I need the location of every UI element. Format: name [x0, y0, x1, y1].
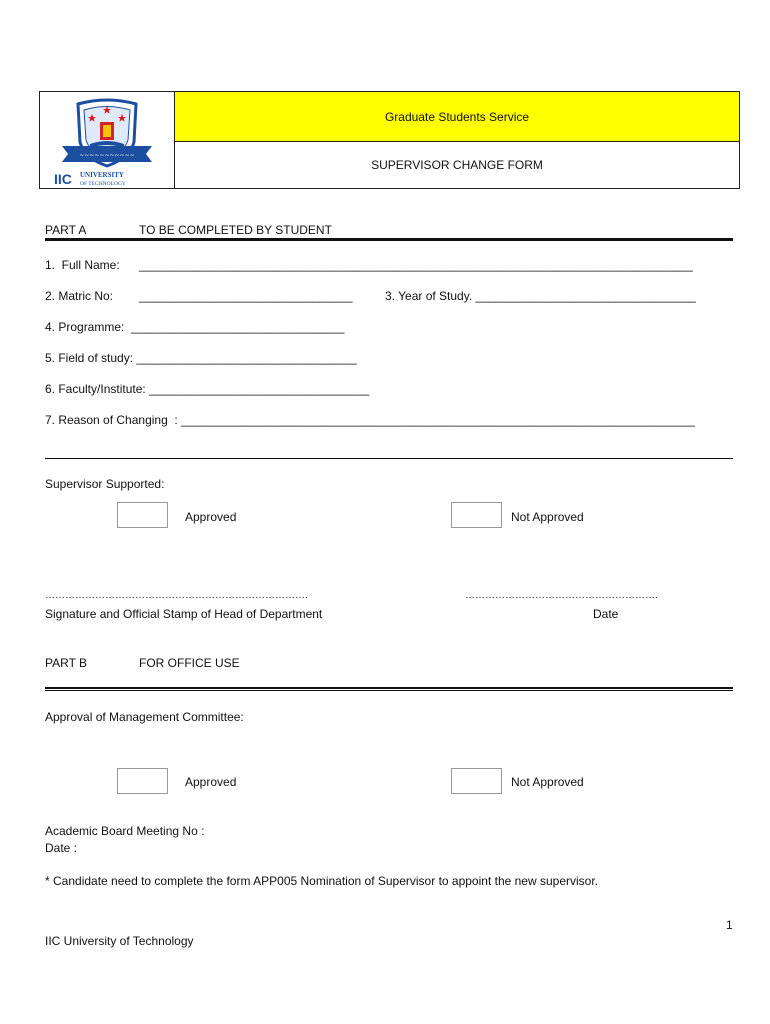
footer-institution: IIC University of Technology	[45, 934, 194, 948]
candidate-note: * Candidate need to complete the form APP005 Nomination of Supervisor to appoint the new supervisor.	[45, 874, 598, 888]
part-b-heading: FOR OFFICE USE	[139, 656, 240, 670]
part-a-rule	[45, 238, 733, 241]
meeting-date-label: Date :	[45, 841, 78, 855]
management-approved-label: Approved	[185, 775, 237, 789]
field-of-study-field[interactable]: 5. Field of study: _________________________________	[45, 351, 357, 365]
section-divider	[45, 458, 733, 459]
matric-no-field[interactable]: ________________________________	[139, 289, 353, 303]
supervisor-not-approved-label: Not Approved	[511, 510, 584, 524]
programme-field[interactable]: 4. Programme: ________________________________	[45, 320, 345, 334]
supervisor-approved-checkbox[interactable]	[117, 502, 168, 528]
full-name-label: 1. Full Name:	[45, 258, 120, 272]
management-not-approved-label: Not Approved	[511, 775, 584, 789]
part-a-label: PART A	[45, 223, 87, 237]
board-meeting-label: Academic Board Meeting No :	[45, 824, 205, 838]
year-of-study-field[interactable]: 3. Year of Study. _________________________________	[385, 289, 696, 303]
management-approved-checkbox[interactable]	[117, 768, 168, 794]
logo-university-text: UNIVERSITY	[80, 171, 124, 179]
date-line[interactable]: ………………………………………………….	[465, 590, 658, 601]
supervisor-approved-label: Approved	[185, 510, 237, 524]
full-name-field[interactable]: ___________________________________________________________________________________	[139, 258, 693, 272]
form-title: SUPERVISOR CHANGE FORM	[371, 158, 543, 172]
part-b-rule	[45, 687, 733, 691]
supervisor-supported-label: Supervisor Supported:	[45, 477, 165, 491]
university-crest-logo	[40, 92, 175, 188]
graduate-service-title: Graduate Students Service	[384, 109, 530, 124]
management-approval-label: Approval of Management Committee:	[45, 710, 244, 724]
form-title-cell	[175, 142, 739, 188]
svg-text:~~~~~~~~~~~: ~~~~~~~~~~~	[79, 152, 135, 159]
page-number: 1	[726, 918, 733, 932]
matric-no-label: 2. Matric No:	[45, 289, 114, 303]
date-label: Date	[593, 607, 619, 621]
faculty-field[interactable]: 6. Faculty/Institute: _________________________________	[45, 382, 370, 396]
supervisor-not-approved-checkbox[interactable]	[451, 502, 502, 528]
signature-line[interactable]: …………………………………………………………………….	[45, 590, 308, 601]
signature-label: Signature and Official Stamp of Head of Department	[45, 607, 323, 621]
reason-field[interactable]: 7. Reason of Changing : _____________________________________________________________________________	[45, 413, 695, 427]
part-b-label: PART B	[45, 656, 88, 670]
management-not-approved-checkbox[interactable]	[451, 768, 502, 794]
graduate-service-banner	[175, 92, 739, 142]
logo-technology-text: OF TECHNOLOGY	[80, 181, 126, 187]
form-header-table	[39, 91, 740, 189]
logo-iic-text: IIC	[54, 171, 72, 187]
part-a-heading: TO BE COMPLETED BY STUDENT	[139, 223, 332, 237]
logo-cell	[40, 92, 175, 188]
